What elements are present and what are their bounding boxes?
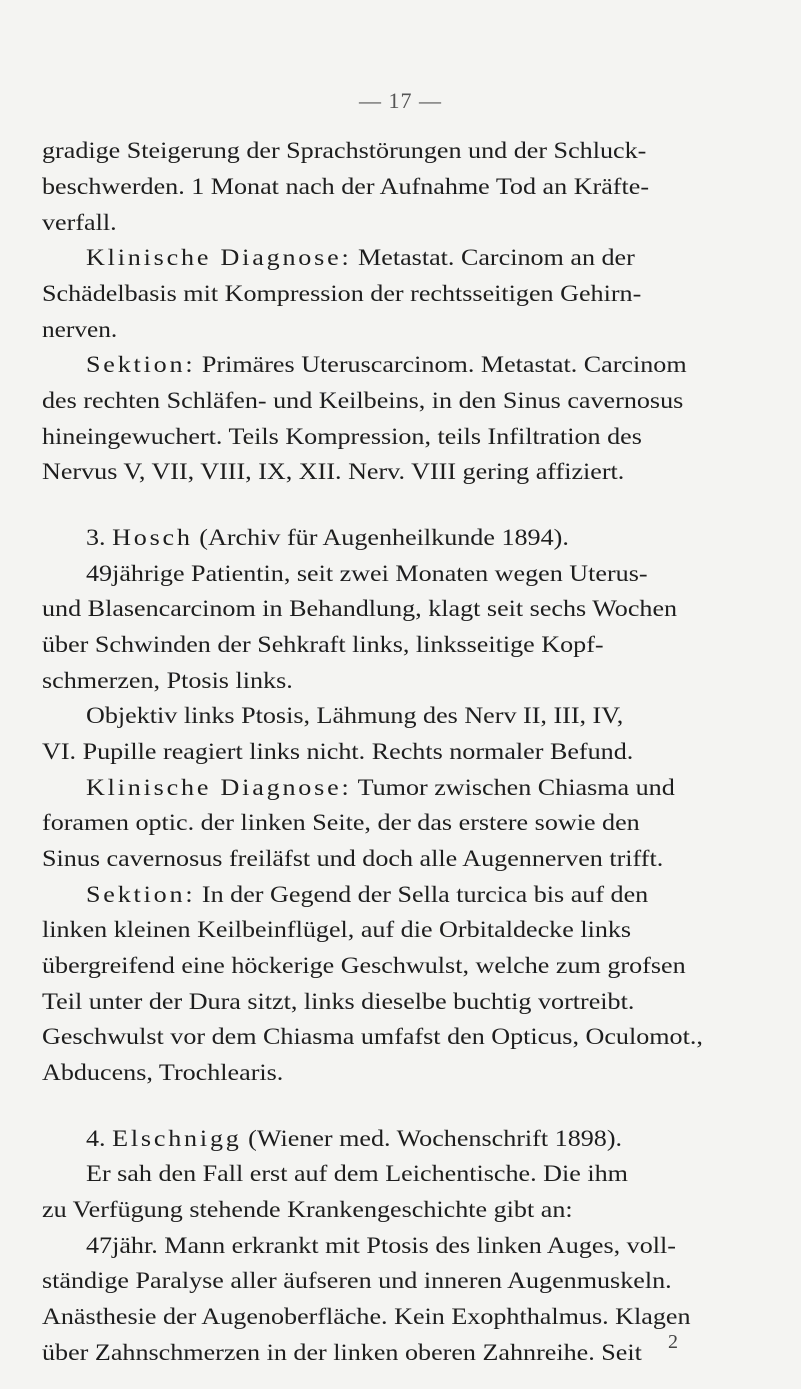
line-text: nerven. <box>42 317 118 343</box>
line-text: linken kleinen Keilbeinflügel, auf die Orbitaldecke links <box>42 917 632 943</box>
text-line <box>42 741 633 764</box>
text-line <box>86 563 648 586</box>
line-text: Primäres Uteruscarcinom. Metastat. Carcinom <box>195 352 687 378</box>
author-name: Hosch <box>112 525 193 551</box>
line-text: Metastat. Carcinom an der <box>351 245 635 271</box>
section-heading: Klinische Diagnose: <box>86 775 352 801</box>
text-line <box>42 955 686 978</box>
section-heading: Sektion: <box>86 882 196 908</box>
text-line <box>86 1163 628 1186</box>
citation-text: (Archiv für Augenheilkunde 1894). <box>192 525 569 551</box>
line-text: des rechten Schläfen- und Keilbeins, in den Sinus cavernosus <box>42 388 684 414</box>
line-text: ständige Paralyse aller äufseren und inneren Augenmuskeln. <box>42 1268 672 1294</box>
text-line <box>86 247 635 270</box>
text-line <box>42 634 604 657</box>
text-line <box>42 176 649 199</box>
line-text: Geschwulst vor dem Chiasma umfafst den Opticus, Oculomot., <box>42 1024 703 1050</box>
text-line <box>42 461 624 484</box>
line-text: VI. Pupille reagiert links nicht. Rechts normaler Befund. <box>42 739 634 765</box>
line-text: Tumor zwischen Chiasma und <box>351 775 675 801</box>
line-text: Nervus V, VII, VIII, IX, XII. Nerv. VIII gering affiziert. <box>42 459 625 485</box>
line-text: foramen optic. der linken Seite, der das erstere sowie den <box>42 810 640 836</box>
line-text: Er sah den Fall erst auf dem Leichentische. Die ihm <box>86 1161 628 1187</box>
text-line <box>42 283 641 306</box>
line-text: In der Gegend der Sella turcica bis auf den <box>195 882 649 908</box>
line-text: zu Verfügung stehende Krankengeschichte gibt an: <box>42 1197 573 1223</box>
text-line <box>86 527 569 550</box>
page-number: — 17 — <box>359 88 442 113</box>
citation-text: (Wiener med. Wochenschrift 1898). <box>241 1126 623 1152</box>
text-line <box>42 812 640 835</box>
text-line <box>42 670 293 693</box>
text-line <box>86 354 687 377</box>
line-text: und Blasencarcinom in Behandlung, klagt seit sechs Wochen <box>42 596 678 622</box>
line-text: gradige Steigerung der Sprachstörungen und der Schluck- <box>42 138 647 164</box>
signature-mark: 2 <box>668 1331 678 1353</box>
text-line <box>42 1199 573 1222</box>
line-text: über Zahnschmerzen in der linken oberen Zahnreihe. Seit <box>42 1340 642 1366</box>
line-text: beschwerden. 1 Monat nach der Aufnahme Tod an Kräfte- <box>42 174 650 200</box>
line-text: hineingewuchert. Teils Kompression, teils Infiltration des <box>42 424 642 450</box>
author-name: Elschnigg <box>112 1126 242 1152</box>
line-text: Sinus cavernosus freiläfst und doch alle Augennerven trifft. <box>42 846 664 872</box>
section-heading: Sektion: <box>86 352 196 378</box>
text-line <box>42 140 646 163</box>
line-text: übergreifend eine höckerige Geschwulst, welche zum grofsen <box>42 953 686 979</box>
entry-number: 3. <box>86 525 113 551</box>
text-line <box>86 705 623 728</box>
text-line <box>86 1128 622 1151</box>
text-line <box>42 991 634 1014</box>
text-line <box>86 1235 676 1258</box>
text-line <box>42 426 642 449</box>
text-line <box>42 1342 642 1365</box>
line-text: über Schwinden der Sehkraft links, linksseitige Kopf- <box>42 632 604 658</box>
text-line <box>42 919 631 942</box>
line-text: Objektiv links Ptosis, Lähmung des Nerv II, III, IV, <box>86 703 624 729</box>
text-line <box>42 212 117 235</box>
line-text: 49jährige Patientin, seit zwei Monaten wegen Uterus- <box>86 561 648 587</box>
text-line <box>86 777 675 800</box>
text-line <box>42 1270 672 1293</box>
text-line <box>42 1306 690 1329</box>
text-line <box>42 1062 283 1085</box>
entry-number: 4. <box>86 1126 113 1152</box>
section-heading: Klinische Diagnose: <box>86 245 352 271</box>
line-text: schmerzen, Ptosis links. <box>42 668 293 694</box>
line-text: Schädelbasis mit Kompression der rechtsseitigen Gehirn- <box>42 281 642 307</box>
text-line <box>42 390 683 413</box>
line-text: Abducens, Trochlearis. <box>42 1060 284 1086</box>
text-line <box>42 598 677 621</box>
line-text: 47jähr. Mann erkrankt mit Ptosis des linken Auges, voll- <box>86 1233 676 1259</box>
line-text: Anästhesie der Augenoberfläche. Kein Exophthalmus. Klagen <box>42 1304 691 1330</box>
text-line <box>42 1026 703 1049</box>
text-line <box>42 319 117 342</box>
text-line <box>86 884 648 907</box>
text-line <box>42 848 663 871</box>
line-text: Teil unter der Dura sitzt, links dieselbe buchtig vortreibt. <box>42 989 635 1015</box>
line-text: verfall. <box>42 210 117 236</box>
